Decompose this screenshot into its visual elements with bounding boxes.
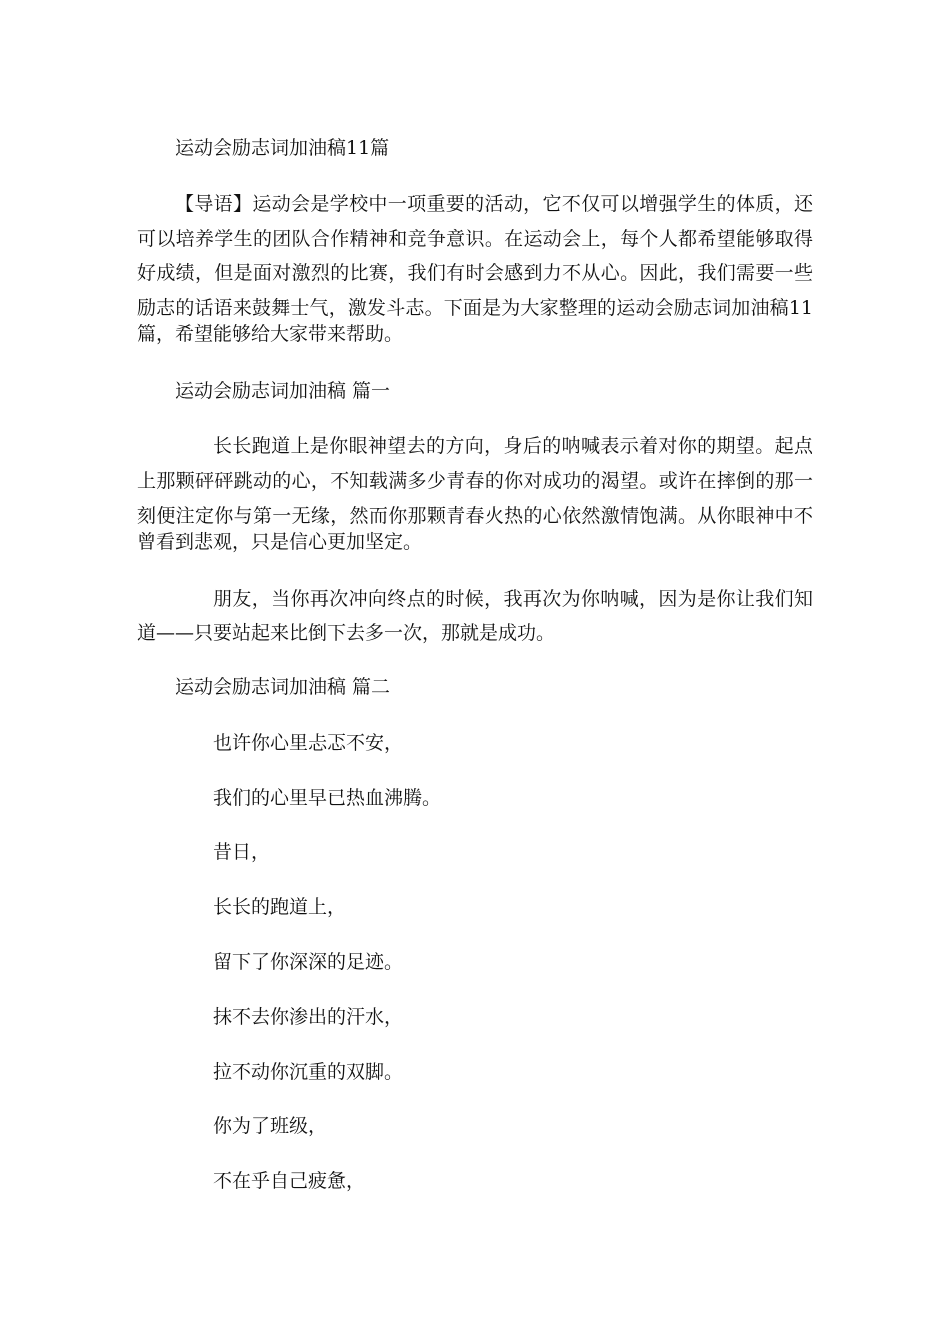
poem-line: 抹不去你渗出的汗水， — [213, 1006, 404, 1028]
intro-line: 好成绩，但是面对激烈的比赛，我们有时会感到力不从心。因此，我们需要一些 — [137, 262, 813, 284]
paragraph-line: 道——只要站起来比倒下去多一次，那就是成功。 — [137, 622, 556, 644]
poem-line: 拉不动你沉重的双脚。 — [213, 1061, 404, 1083]
paragraph-line: 上那颗砰砰跳动的心，不知载满多少青春的你对成功的渴望。或许在摔倒的那一 — [137, 470, 813, 492]
intro-line: 可以培养学生的团队合作精神和竞争意识。在运动会上，每个人都希望能够取得 — [137, 228, 813, 250]
intro-line: 【导语】运动会是学校中一项重要的活动，它不仅可以增强学生的体质，还 — [175, 193, 813, 215]
section-heading-2: 运动会励志词加油稿 篇二 — [175, 676, 391, 698]
document-title: 运动会励志词加油稿11篇 — [175, 137, 390, 159]
paragraph-line: 长长跑道上是你眼神望去的方向，身后的呐喊表示着对你的期望。起点 — [213, 435, 813, 457]
poem-line: 不在乎自己疲惫， — [213, 1170, 366, 1192]
paragraph-line: 朋友，当你再次冲向终点的时候，我再次为你呐喊，因为是你让我们知 — [213, 588, 813, 610]
section-heading-1: 运动会励志词加油稿 篇一 — [175, 380, 391, 402]
poem-line: 长长的跑道上， — [213, 896, 347, 918]
poem-line: 昔日， — [213, 841, 271, 863]
intro-line: 励志的话语来鼓舞士气，激发斗志。下面是为大家整理的运动会励志词加油稿11 — [137, 297, 813, 319]
poem-line: 留下了你深深的足迹。 — [213, 951, 404, 973]
paragraph-line: 刻便注定你与第一无缘，然而你那颗青春火热的心依然激情饱满。从你眼神中不 — [137, 505, 813, 527]
poem-line: 我们的心里早已热血沸腾。 — [213, 787, 442, 809]
intro-line: 篇，希望能够给大家带来帮助。 — [137, 323, 404, 345]
poem-line: 也许你心里忐忑不安， — [213, 732, 404, 754]
poem-line: 你为了班级， — [213, 1115, 328, 1137]
paragraph-line: 曾看到悲观，只是信心更加坚定。 — [137, 531, 423, 553]
